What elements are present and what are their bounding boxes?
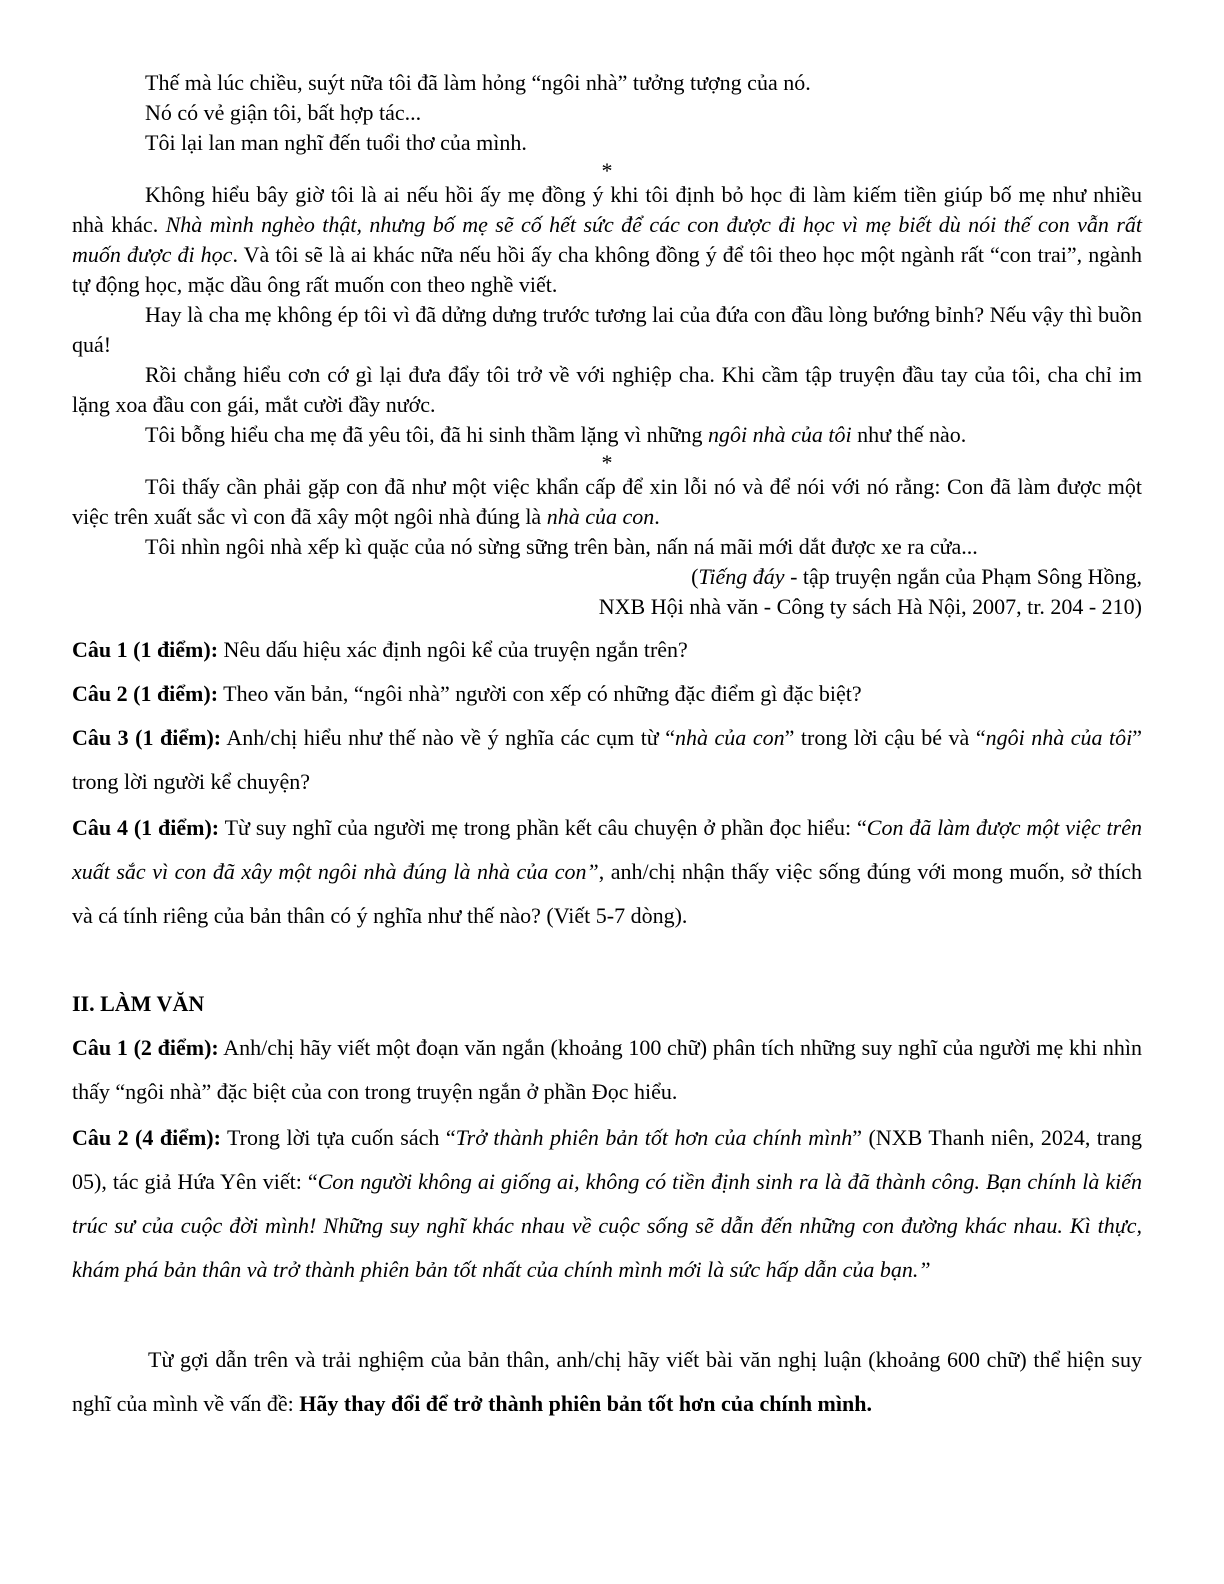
story-paragraph bbox=[72, 472, 1142, 532]
question-italic-text: Con đã làm được một việc trên xuất sắc vì con đã xây một ngôi nhà đúng là nhà của con” bbox=[72, 815, 1142, 884]
question-italic-text: nhà của con bbox=[675, 725, 785, 750]
story-text: như thế nào. bbox=[851, 422, 967, 447]
story-text: Tôi bỗng hiểu cha mẹ đã yêu tôi, đã hi sinh thầm lặng vì những bbox=[145, 422, 709, 447]
story-text: . bbox=[654, 504, 660, 529]
question-text: Từ gợi dẫn trên và trải nghiệm của bản thân, anh/chị hãy viết bài văn nghị luận (khoảng 600 chữ) thể hiện suy nghĩ của mình về vấn đề: bbox=[72, 1347, 1142, 1416]
question-text: Anh/chị hiểu như thế nào về ý nghĩa các cụm từ “ bbox=[221, 725, 676, 750]
story-paragraph: Rồi chẳng hiểu cơn cớ gì lại đưa đẩy tôi trở về với nghiệp cha. Khi cầm tập truyện đầu tay của tôi, cha chỉ im lặng xoa đầu con gái, mắt cười đầy nước. bbox=[72, 362, 1142, 417]
essay-topic: Hãy thay đổi để trở thành phiên bản tốt hơn của chính mình. bbox=[299, 1391, 872, 1416]
question-text: Nêu dấu hiệu xác định ngôi kể của truyện ngắn trên? bbox=[218, 637, 688, 662]
question-text: Trong lời tựa cuốn sách “ bbox=[220, 1125, 456, 1150]
question-text: Anh/chị hãy viết một đoạn văn ngắn (khoảng 100 chữ) phân tích những suy nghĩ của người mẹ khi nhìn thấy “ngôi nhà” đặc biệt của con trong truyện ngắn ở phần Đọc hiểu. bbox=[72, 1035, 1142, 1104]
question-text: ” trong lời người kể chuyện? bbox=[72, 725, 1143, 794]
story-text: Không hiểu bây giờ tôi là ai nếu hồi ấy mẹ đồng ý khi tôi định bỏ học đi làm kiếm tiền giúp bố mẹ như nhiều nhà khác. bbox=[72, 182, 1142, 237]
question-4 bbox=[72, 806, 1142, 938]
question-label: Câu 2 (4 điểm): bbox=[72, 1125, 221, 1150]
question-label: Câu 4 (1 điểm): bbox=[72, 815, 220, 840]
question-label: Câu 1 (2 điểm): bbox=[72, 1035, 219, 1060]
story-paragraph: Nó có vẻ giận tôi, bất hợp tác... bbox=[145, 100, 422, 125]
question-italic-text: ngôi nhà của tôi bbox=[985, 725, 1133, 750]
question-2 bbox=[72, 672, 1142, 716]
section-heading bbox=[72, 982, 1142, 1026]
story-paragraph bbox=[72, 180, 1142, 300]
story-excerpt bbox=[72, 68, 1142, 622]
question-text: ” (NXB Thanh niên, 2024, trang 05), tác giả Hứa Yên viết: “ bbox=[72, 1125, 1142, 1194]
story-italic-text: ngôi nhà của tôi bbox=[708, 422, 852, 447]
essay-question-1 bbox=[72, 1026, 1142, 1114]
question-text: , anh/chị nhận thấy việc sống đúng với mong muốn, sở thích và cá tính riêng của bản thân có ý nghĩa như thế nào? (Viết 5-7 dòng). bbox=[72, 859, 1142, 928]
book-title: Tiếng đáy bbox=[698, 564, 785, 589]
section-separator: * bbox=[601, 158, 613, 183]
question-label: Câu 2 (1 điểm): bbox=[72, 681, 219, 706]
section-title: II. LÀM VĂN bbox=[72, 991, 205, 1016]
citation-text: - tập truyện ngắn của Phạm Sông Hồng, bbox=[784, 564, 1142, 589]
question-label: Câu 1 (1 điểm): bbox=[72, 637, 219, 662]
question-1 bbox=[72, 628, 1142, 672]
section-separator: * bbox=[601, 450, 613, 475]
story-text: . Và tôi sẽ là ai khác nữa nếu hồi ấy cha không đồng ý để tôi theo học một ngành rất “con trai”, ngành tự động học, mặc dầu ông rất muốn con theo nghề viết. bbox=[72, 242, 1142, 297]
citation-text: ( bbox=[691, 564, 699, 589]
story-paragraph: Hay là cha mẹ không ép tôi vì đã dửng dưng trước tương lai của đứa con đầu lòng bướng bỉnh? Nếu vậy thì buồn quá! bbox=[72, 302, 1142, 357]
quoted-passage: Con người không ai giống ai, không có tiền định sinh ra là đã thành công. Bạn chính là kiến trúc sư của cuộc đời mình! Những suy nghĩ khác nhau về cuộc sống sẽ dẫn đến những con đường khác nhau. Kì thực, khám phá bản thân và trở thành phiên bản tốt nhất của chính mình mới là sức hấp dẫn của bạn.” bbox=[72, 1169, 1142, 1282]
story-italic-text: Nhà mình nghèo thật, nhưng bố mẹ sẽ cố hết sức để các con được đi học vì mẹ biết dù nói thế con vẫn rất muốn được đi học bbox=[72, 212, 1142, 267]
citation-line bbox=[72, 562, 1142, 592]
story-paragraph: Thế mà lúc chiều, suýt nữa tôi đã làm hỏng “ngôi nhà” tưởng tượng của nó. bbox=[145, 70, 811, 95]
story-text: Tôi thấy cần phải gặp con đã như một việc khẩn cấp để xin lỗi nó và để nói với nó rằng: Con đã làm được một việc trên xuất sắc vì con đã xây một ngôi nhà đúng là bbox=[72, 474, 1142, 529]
question-3 bbox=[72, 716, 1142, 804]
essay-prompt bbox=[72, 1338, 1142, 1426]
essay-question-2 bbox=[72, 1116, 1142, 1292]
question-text: ” trong lời cậu bé và “ bbox=[784, 725, 986, 750]
story-paragraph: Tôi nhìn ngôi nhà xếp kì quặc của nó sừng sững trên bàn, nấn ná mãi mới dắt được xe ra cửa... bbox=[145, 534, 978, 559]
question-text: Theo văn bản, “ngôi nhà” người con xếp có những đặc điểm gì đặc biệt? bbox=[218, 681, 862, 706]
question-text: Từ suy nghĩ của người mẹ trong phần kết câu chuyện ở phần đọc hiểu: “ bbox=[219, 815, 867, 840]
question-label: Câu 3 (1 điểm): bbox=[72, 725, 222, 750]
story-italic-text: nhà của con bbox=[546, 504, 655, 529]
story-paragraph bbox=[72, 420, 1142, 450]
story-paragraph: Tôi lại lan man nghĩ đến tuổi thơ của mình. bbox=[145, 130, 527, 155]
citation-line: NXB Hội nhà văn - Công ty sách Hà Nội, 2007, tr. 204 - 210) bbox=[598, 594, 1142, 619]
book-title: Trở thành phiên bản tốt hơn của chính mình bbox=[455, 1125, 853, 1150]
